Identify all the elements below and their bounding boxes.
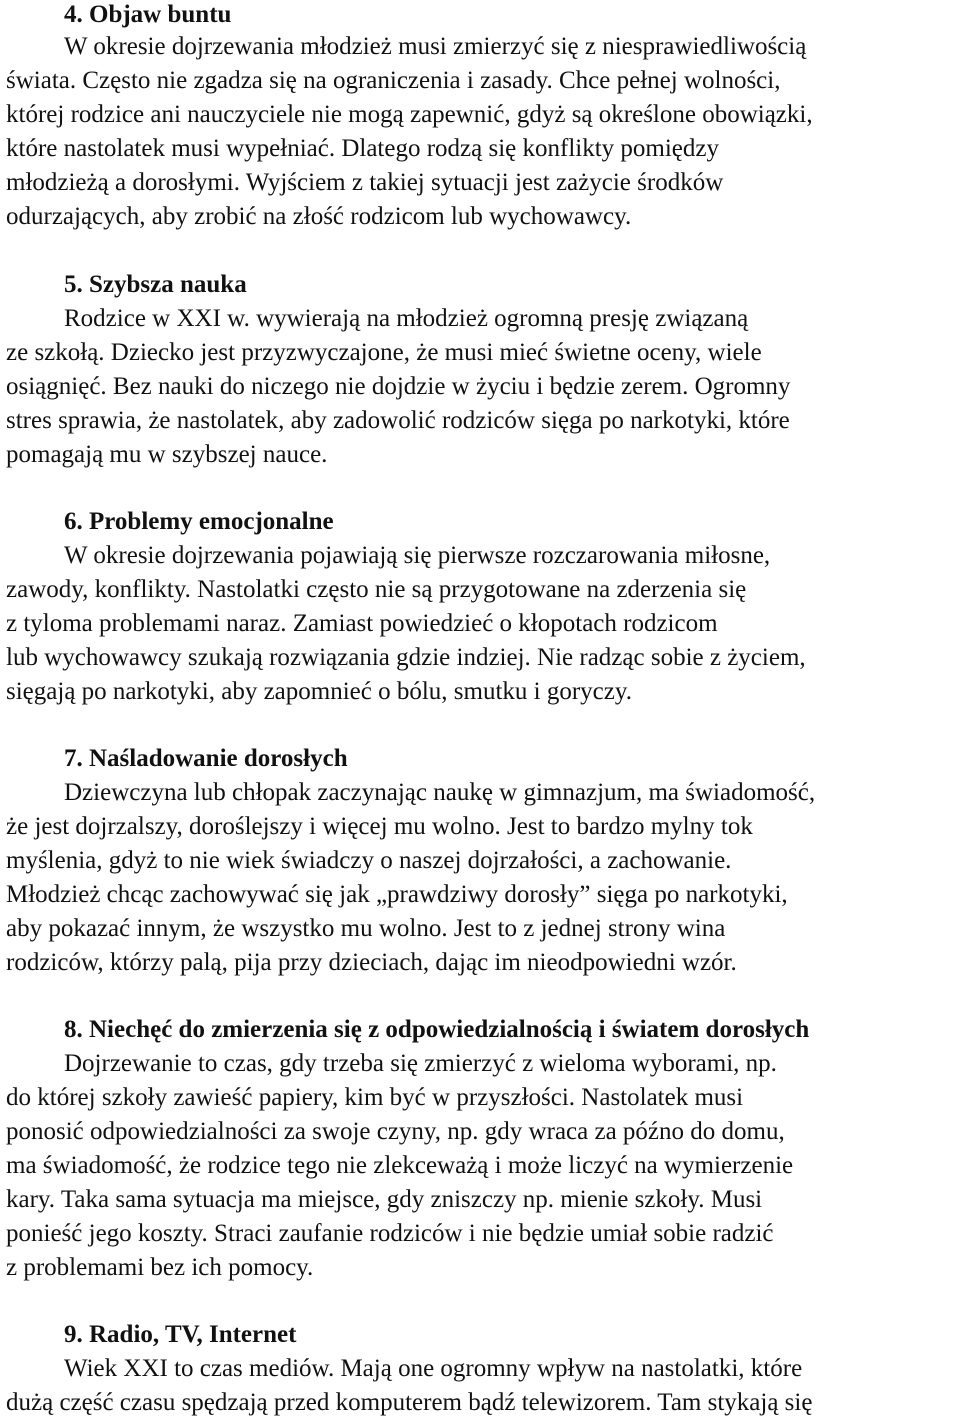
section-body bbox=[6, 776, 956, 980]
section-nasladowanie-doroslych bbox=[6, 744, 956, 980]
paragraph-line: rodziców, którzy palą, pija przy dzieciach, dając im nieodpowiedni wzór. bbox=[6, 949, 737, 976]
section-heading: 8. Niechęć do zmierzenia się z odpowiedzialnością i światem dorosłych bbox=[64, 1016, 810, 1043]
section-heading: 5. Szybsza nauka bbox=[64, 271, 247, 298]
paragraph-line: odurzających, aby zrobić na złość rodzicom lub wychowawcy. bbox=[6, 203, 632, 230]
section-problemy-emocjonalne bbox=[6, 507, 956, 709]
paragraph-line: dużą część czasu spędzają przed komputerem bądź telewizorem. Tam stykają się bbox=[6, 1389, 813, 1416]
paragraph-line: z tyloma problemami naraz. Zamiast powiedzieć o kłopotach rodzicom bbox=[6, 610, 718, 637]
paragraph-line: które nastolatek musi wypełniać. Dlatego rodzą się konflikty pomiędzy bbox=[6, 135, 720, 162]
paragraph-line: Wiek XXI to czas mediów. Mają one ogromny wpływ na nastolatki, które bbox=[64, 1355, 803, 1382]
paragraph-line: Dziewczyna lub chłopak zaczynając naukę w gimnazjum, ma świadomość, bbox=[64, 779, 816, 806]
paragraph-line: świata. Często nie zgadza się na ograniczenia i zasady. Chce pełnej wolności, bbox=[6, 67, 781, 94]
paragraph-line: Młodzież chcąc zachowywać się jak „prawdziwy dorosły” sięga po narkotyki, bbox=[6, 881, 788, 908]
paragraph-line: kary. Taka sama sytuacja ma miejsce, gdy zniszczy np. mienie szkoły. Musi bbox=[6, 1186, 763, 1213]
paragraph-line: W okresie dojrzewania pojawiają się pierwsze rozczarowania miłosne, bbox=[64, 542, 771, 569]
section-body bbox=[6, 302, 956, 472]
section-body bbox=[6, 1352, 956, 1420]
section-heading: 9. Radio, TV, Internet bbox=[64, 1321, 297, 1348]
section-body bbox=[6, 539, 956, 709]
paragraph-line: aby pokazać innym, że wszystko mu wolno. Jest to z jednej strony wina bbox=[6, 915, 726, 942]
section-body bbox=[6, 30, 956, 234]
section-radio-tv-internet bbox=[6, 1320, 956, 1420]
paragraph-line: W okresie dojrzewania młodzież musi zmierzyć się z niesprawiedliwością bbox=[64, 33, 807, 60]
paragraph-line: ze szkołą. Dziecko jest przyzwyczajone, że musi mieć świetne oceny, wiele bbox=[6, 339, 762, 366]
paragraph-line: stres sprawia, że nastolatek, aby zadowolić rodziców sięga po narkotyki, które bbox=[6, 407, 790, 434]
paragraph-line: ma świadomość, że rodzice tego nie zlekceważą i może liczyć na wymierzenie bbox=[6, 1152, 794, 1179]
paragraph-line: że jest dojrzalszy, doroślejszy i więcej mu wolno. Jest to bardzo mylny tok bbox=[6, 813, 753, 840]
paragraph-line: pomagają mu w szybszej nauce. bbox=[6, 441, 328, 468]
paragraph-line: z problemami bez ich pomocy. bbox=[6, 1254, 314, 1281]
paragraph-line: osiągnięć. Bez nauki do niczego nie dojdzie w życiu i będzie zerem. Ogromny bbox=[6, 373, 791, 400]
section-heading: 4. Objaw buntu bbox=[64, 1, 232, 28]
section-objaw-buntu bbox=[6, 0, 956, 234]
paragraph-line: lub wychowawcy szukają rozwiązania gdzie indziej. Nie radząc sobie z życiem, bbox=[6, 644, 806, 671]
paragraph-line: której rodzice ani nauczyciele nie mogą zapewnić, gdyż są określone obowiązki, bbox=[6, 101, 813, 128]
section-szybsza-nauka bbox=[6, 270, 956, 472]
paragraph-line: sięgają po narkotyki, aby zapomnieć o bólu, smutku i goryczy. bbox=[6, 678, 633, 705]
paragraph-line: myślenia, gdyż to nie wiek świadczy o naszej dojrzałości, a zachowanie. bbox=[6, 847, 732, 874]
paragraph-line: Dojrzewanie to czas, gdy trzeba się zmierzyć z wieloma wyborami, np. bbox=[64, 1050, 777, 1077]
section-body bbox=[6, 1047, 956, 1285]
paragraph-line: młodzieżą a dorosłymi. Wyjściem z takiej sytuacji jest zażycie środków bbox=[6, 169, 724, 196]
paragraph-line: ponosić odpowiedzialności za swoje czyny, np. gdy wraca za późno do domu, bbox=[6, 1118, 785, 1145]
paragraph-line: do której szkoły zawieść papiery, kim być w przyszłości. Nastolatek musi bbox=[6, 1084, 744, 1111]
paragraph-line: Rodzice w XXI w. wywierają na młodzież ogromną presję związaną bbox=[64, 305, 749, 332]
paragraph-line: zawody, konflikty. Nastolatki często nie są przygotowane na zderzenia się bbox=[6, 576, 747, 603]
section-heading: 7. Naśladowanie dorosłych bbox=[64, 745, 348, 772]
section-heading: 6. Problemy emocjonalne bbox=[64, 508, 334, 535]
paragraph-line: ponieść jego koszty. Straci zaufanie rodziców i nie będzie umiał sobie radzić bbox=[6, 1220, 774, 1247]
section-niechec-odpowiedzialnosc bbox=[6, 1015, 956, 1285]
